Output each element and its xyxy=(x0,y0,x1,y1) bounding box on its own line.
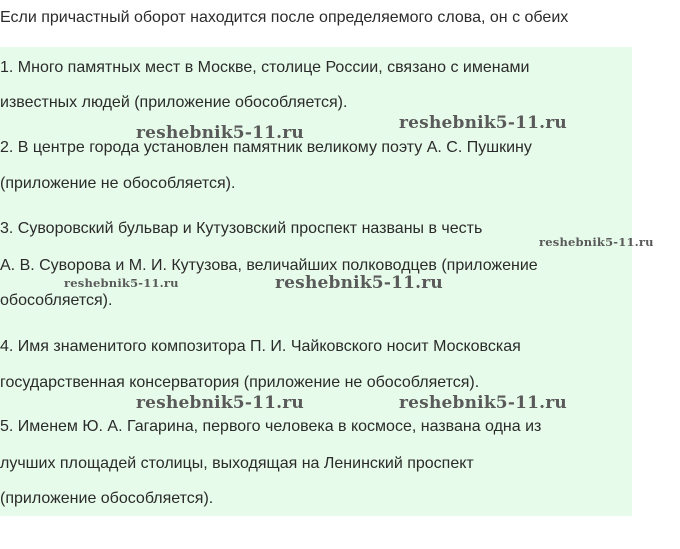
watermark: reshebnik5-11.ru xyxy=(399,393,567,413)
example-3-line-2: А. В. Суворова и М. И. Кутузова, величайших полководцев (приложение xyxy=(0,257,538,274)
example-5-line-1: 5. Именем Ю. А. Гагарина, первого человека в космосе, названа одна из xyxy=(0,418,542,435)
example-4-line-2: государственная консерватория (приложение не обособляется). xyxy=(0,374,480,391)
watermark: reshebnik5-11.ru xyxy=(64,276,179,290)
watermark: reshebnik5-11.ru xyxy=(539,235,654,249)
watermark: reshebnik5-11.ru xyxy=(275,273,443,293)
watermark: reshebnik5-11.ru xyxy=(399,113,567,133)
example-1-line-2: известных людей (приложение обособляется). xyxy=(0,94,348,111)
example-5-line-2: лучших площадей столицы, выходящая на Ленинский проспект xyxy=(0,455,474,472)
example-2-line-2: (приложение не обособляется). xyxy=(0,175,236,192)
example-5-line-3: (приложение обособляется). xyxy=(0,490,214,507)
intro-text: Если причастный оборот находится после определяемого слова, он с обеих xyxy=(0,9,569,26)
example-3-line-1: 3. Суворовский бульвар и Кутузовский проспект названы в честь xyxy=(0,220,483,237)
example-1-line-1: 1. Много памятных мест в Москве, столице России, связано с именами xyxy=(0,59,530,76)
example-2-line-1: 2. В центре города установлен памятник великому поэту А. С. Пушкину xyxy=(0,139,532,156)
watermark: reshebnik5-11.ru xyxy=(136,393,304,413)
example-4-line-1: 4. Имя знаменитого композитора П. И. Чайковского носит Московская xyxy=(0,338,521,355)
example-3-line-3: обособляется). xyxy=(0,292,113,309)
watermark: reshebnik5-11.ru xyxy=(136,123,304,143)
